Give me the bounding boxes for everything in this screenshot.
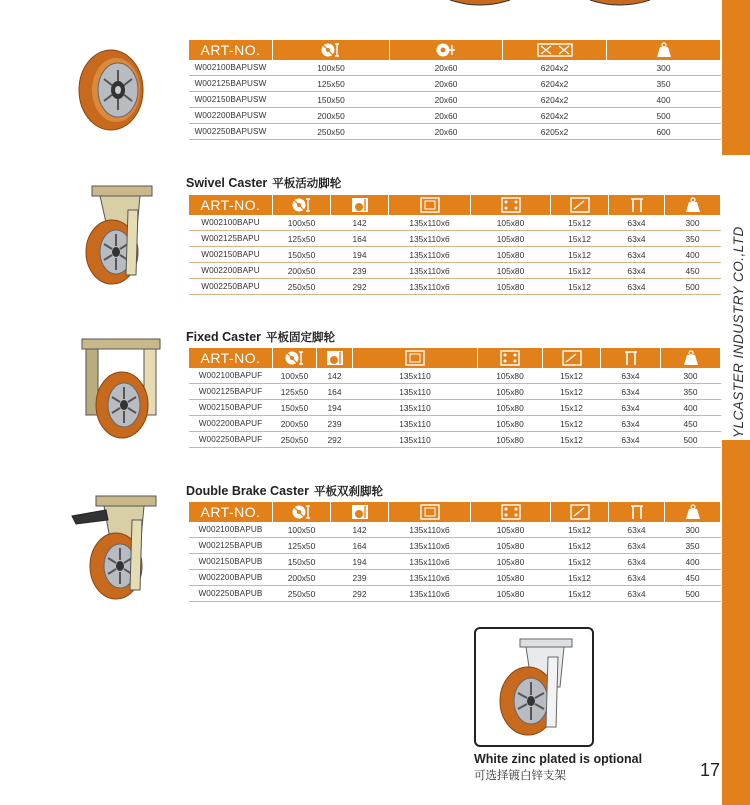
spec-cell: 500 (665, 279, 721, 295)
spec-cell: 125x50 (273, 384, 317, 400)
spec-cell: 150x50 (273, 247, 331, 263)
spec-cell: 63x4 (601, 432, 661, 448)
table-row (189, 108, 721, 124)
spec-cell: 135x110x6 (389, 231, 471, 247)
spec-cell: 15x12 (551, 522, 609, 538)
art-no-cell: W002125BAPU (189, 231, 273, 247)
spec-cell: 6204x2 (503, 60, 607, 76)
table-header (189, 40, 721, 60)
spec-cell: 20x60 (390, 60, 503, 76)
fixed-caster-title: Fixed Caster 平板固定脚轮 (186, 330, 336, 344)
art-no-cell: W002100BAPUF (189, 368, 273, 384)
spec-cell: 164 (317, 384, 353, 400)
spec-cell: 239 (331, 570, 389, 586)
spec-cell: 250x50 (273, 432, 317, 448)
spec-cell: 300 (665, 522, 721, 538)
wheel-size-icon (291, 504, 313, 520)
spec-cell: 100x50 (273, 215, 331, 231)
plate-thickness-icon (629, 197, 645, 213)
spec-cell: 135x110 (353, 432, 478, 448)
art-no-header: ART-NO. (189, 502, 273, 522)
spec-cell: 15x12 (551, 247, 609, 263)
wheel-photo (66, 45, 156, 135)
spec-cell: 135x110x6 (389, 538, 471, 554)
top-partial-wheels (440, 0, 660, 8)
spec-cell: 20x60 (390, 76, 503, 92)
spec-cell: 63x4 (609, 554, 665, 570)
spec-cell: 63x4 (609, 586, 665, 602)
spec-cell: 15x12 (543, 416, 601, 432)
spec-cell: 400 (661, 400, 721, 416)
spec-cell: 105x80 (478, 416, 543, 432)
fixed-caster-photo (72, 335, 167, 445)
spec-cell: 142 (317, 368, 353, 384)
spec-cell: 450 (665, 263, 721, 279)
spec-cell: 63x4 (601, 384, 661, 400)
spec-cell: 135x110x6 (389, 570, 471, 586)
spec-cell: 400 (665, 247, 721, 263)
height-icon (351, 504, 369, 520)
art-no-cell: W002150BAPUF (189, 400, 273, 416)
art-no-cell: W002200BAPUB (189, 570, 273, 586)
spec-cell: 350 (661, 384, 721, 400)
spec-cell: 250x50 (273, 279, 331, 295)
bolt-hole-icon (501, 504, 521, 520)
spec-cell: 194 (331, 554, 389, 570)
spec-cell: 63x4 (609, 570, 665, 586)
spec-cell: 135x110 (353, 384, 478, 400)
spec-cell: 135x110x6 (389, 215, 471, 231)
spec-cell: 250x50 (273, 586, 331, 602)
spec-cell: 100x50 (273, 368, 317, 384)
spec-cell: 63x4 (601, 400, 661, 416)
spec-cell: 100x50 (273, 60, 390, 76)
spec-cell: 6205x2 (503, 124, 607, 140)
wheel-spec-table (188, 40, 721, 140)
wheel-size-icon (291, 197, 313, 213)
spec-cell: 105x80 (478, 384, 543, 400)
double-brake-caster-photo (66, 490, 171, 605)
spec-cell: 292 (317, 432, 353, 448)
spec-cell: 292 (331, 279, 389, 295)
spec-cell: 200x50 (273, 263, 331, 279)
art-no-cell: W002200BAPUF (189, 416, 273, 432)
spec-cell: 300 (665, 215, 721, 231)
spec-cell: 15x12 (543, 400, 601, 416)
art-no-cell: W002125BAPUSW (189, 76, 273, 92)
bolt-hole-icon (500, 350, 520, 366)
bolt-hole-icon (501, 197, 521, 213)
art-no-cell: W002150BAPU (189, 247, 273, 263)
double-brake-caster-title: Double Brake Caster 平板双刹脚轮 (186, 484, 383, 498)
table-row (189, 215, 721, 231)
table-row (189, 76, 721, 92)
spec-cell: 200x50 (273, 416, 317, 432)
spec-cell: 105x80 (471, 215, 551, 231)
spec-cell: 105x80 (471, 522, 551, 538)
spec-cell: 63x4 (609, 215, 665, 231)
fixed-spec-table (188, 348, 721, 448)
art-no-cell: W002250BAPUSW (189, 124, 273, 140)
spec-cell: 15x12 (551, 215, 609, 231)
spec-cell: 164 (331, 231, 389, 247)
plate-size-icon (420, 197, 440, 213)
optional-note-en: White zinc plated is optional (474, 752, 643, 766)
double-brake-spec-table (188, 502, 721, 602)
wheel-size-icon (320, 42, 342, 58)
wheel-size-icon (284, 350, 306, 366)
spec-cell: 15x12 (551, 586, 609, 602)
spec-cell: 6204x2 (503, 108, 607, 124)
spec-cell: 63x4 (609, 231, 665, 247)
table-header (189, 195, 721, 215)
spec-cell: 142 (331, 522, 389, 538)
table-row (189, 384, 721, 400)
spec-cell: 135x110 (353, 368, 478, 384)
table-row (189, 263, 721, 279)
spec-cell: 63x4 (601, 416, 661, 432)
spec-cell: 135x110x6 (389, 586, 471, 602)
art-no-cell: W002250BAPUF (189, 432, 273, 448)
spec-cell: 239 (317, 416, 353, 432)
swivel-caster-title: Swivel Caster 平板活动脚轮 (186, 176, 342, 190)
spec-cell: 20x60 (390, 92, 503, 108)
spec-cell: 450 (665, 570, 721, 586)
art-no-cell: W002250BAPU (189, 279, 273, 295)
spec-cell: 15x12 (543, 368, 601, 384)
table-row (189, 570, 721, 586)
spec-cell: 125x50 (273, 76, 390, 92)
spec-cell: 105x80 (471, 554, 551, 570)
spec-cell: 15x12 (551, 279, 609, 295)
spec-cell: 194 (317, 400, 353, 416)
spec-cell: 135x110 (353, 416, 478, 432)
spec-cell: 15x12 (551, 570, 609, 586)
spec-cell: 194 (331, 247, 389, 263)
spec-cell: 300 (607, 60, 721, 76)
bearing-icon (537, 43, 573, 57)
spec-cell: 105x80 (471, 538, 551, 554)
white-zinc-caster-photo (476, 629, 592, 745)
spec-cell: 135x110x6 (389, 279, 471, 295)
spec-cell: 15x12 (551, 263, 609, 279)
table-row (189, 538, 721, 554)
table-row (189, 60, 721, 76)
table-row (189, 432, 721, 448)
art-no-header: ART-NO. (189, 195, 273, 215)
spec-cell: 6204x2 (503, 76, 607, 92)
spec-cell: 100x50 (273, 522, 331, 538)
spec-cell: 135x110x6 (389, 247, 471, 263)
weight-icon (655, 42, 673, 58)
plate-thickness-icon (629, 504, 645, 520)
spec-cell: 142 (331, 215, 389, 231)
spec-cell: 292 (331, 586, 389, 602)
art-no-cell: W002150BAPUB (189, 554, 273, 570)
spec-cell: 400 (665, 554, 721, 570)
spec-cell: 400 (607, 92, 721, 108)
table-row (189, 554, 721, 570)
spec-cell: 105x80 (478, 368, 543, 384)
spec-cell: 500 (665, 586, 721, 602)
spec-cell: 150x50 (273, 554, 331, 570)
spec-cell: 105x80 (471, 231, 551, 247)
swivel-spec-table (188, 195, 721, 295)
spec-cell: 200x50 (273, 108, 390, 124)
bolt-size-icon (570, 197, 590, 213)
spec-cell: 105x80 (471, 247, 551, 263)
spec-cell: 164 (331, 538, 389, 554)
spec-cell: 20x60 (390, 108, 503, 124)
spec-cell: 135x110x6 (389, 263, 471, 279)
table-row (189, 416, 721, 432)
spec-cell: 105x80 (471, 263, 551, 279)
table-row (189, 522, 721, 538)
spec-cell: 15x12 (543, 384, 601, 400)
spec-cell: 15x12 (543, 432, 601, 448)
height-icon (326, 350, 344, 366)
art-no-header: ART-NO. (189, 40, 273, 60)
art-no-cell: W002125BAPUF (189, 384, 273, 400)
table-header (189, 348, 721, 368)
optional-note-cn: 可选择镀白锌支架 (474, 770, 566, 782)
art-no-cell: W002200BAPU (189, 263, 273, 279)
table-row (189, 231, 721, 247)
table-row (189, 586, 721, 602)
art-no-cell: W002200BAPUSW (189, 108, 273, 124)
spec-cell: 150x50 (273, 92, 390, 108)
spec-cell: 63x4 (609, 263, 665, 279)
spec-cell: 105x80 (471, 279, 551, 295)
spec-cell: 350 (665, 538, 721, 554)
axle-icon (435, 42, 457, 58)
weight-icon (682, 350, 700, 366)
spec-cell: 15x12 (551, 231, 609, 247)
spec-cell: 15x12 (551, 538, 609, 554)
plate-thickness-icon (623, 350, 639, 366)
spec-cell: 20x60 (390, 124, 503, 140)
weight-icon (684, 504, 702, 520)
art-no-cell: W002100BAPUB (189, 522, 273, 538)
spec-cell: 500 (661, 432, 721, 448)
spec-cell: 200x50 (273, 570, 331, 586)
table-row (189, 92, 721, 108)
table-row (189, 400, 721, 416)
plate-size-icon (420, 504, 440, 520)
spec-cell: 63x4 (601, 368, 661, 384)
art-no-header: ART-NO. (189, 348, 273, 368)
spec-cell: 63x4 (609, 538, 665, 554)
company-name-vertical: YLCASTER INDUSTRY CO.,LTD (731, 226, 746, 438)
spec-cell: 150x50 (273, 400, 317, 416)
spec-cell: 300 (661, 368, 721, 384)
spec-cell: 500 (607, 108, 721, 124)
table-row (189, 124, 721, 140)
art-no-cell: W002100BAPU (189, 215, 273, 231)
spec-cell: 239 (331, 263, 389, 279)
spec-cell: 125x50 (273, 231, 331, 247)
spec-cell: 105x80 (478, 400, 543, 416)
spec-cell: 105x80 (471, 570, 551, 586)
spec-cell: 450 (661, 416, 721, 432)
table-row (189, 368, 721, 384)
white-zinc-caster-photo-frame (474, 627, 594, 747)
table-header (189, 502, 721, 522)
spec-cell: 135x110x6 (389, 522, 471, 538)
spec-cell: 63x4 (609, 247, 665, 263)
spec-cell: 125x50 (273, 538, 331, 554)
spec-cell: 15x12 (551, 554, 609, 570)
art-no-cell: W002250BAPUB (189, 586, 273, 602)
spec-cell: 135x110x6 (389, 554, 471, 570)
weight-icon (684, 197, 702, 213)
spec-cell: 63x4 (609, 522, 665, 538)
spec-cell: 135x110 (353, 400, 478, 416)
spec-cell: 350 (607, 76, 721, 92)
sidebar-accent-bottom (722, 440, 750, 805)
spec-cell: 63x4 (609, 279, 665, 295)
spec-cell: 250x50 (273, 124, 390, 140)
table-row (189, 279, 721, 295)
plate-size-icon (405, 350, 425, 366)
spec-cell: 105x80 (471, 586, 551, 602)
bolt-size-icon (562, 350, 582, 366)
art-no-cell: W002100BAPUSW (189, 60, 273, 76)
page-number: 17 (700, 760, 721, 780)
art-no-cell: W002150BAPUSW (189, 92, 273, 108)
spec-cell: 350 (665, 231, 721, 247)
spec-cell: 105x80 (478, 432, 543, 448)
swivel-caster-photo (70, 180, 170, 290)
spec-cell: 600 (607, 124, 721, 140)
height-icon (351, 197, 369, 213)
bolt-size-icon (570, 504, 590, 520)
art-no-cell: W002125BAPUB (189, 538, 273, 554)
spec-cell: 6204x2 (503, 92, 607, 108)
table-row (189, 247, 721, 263)
